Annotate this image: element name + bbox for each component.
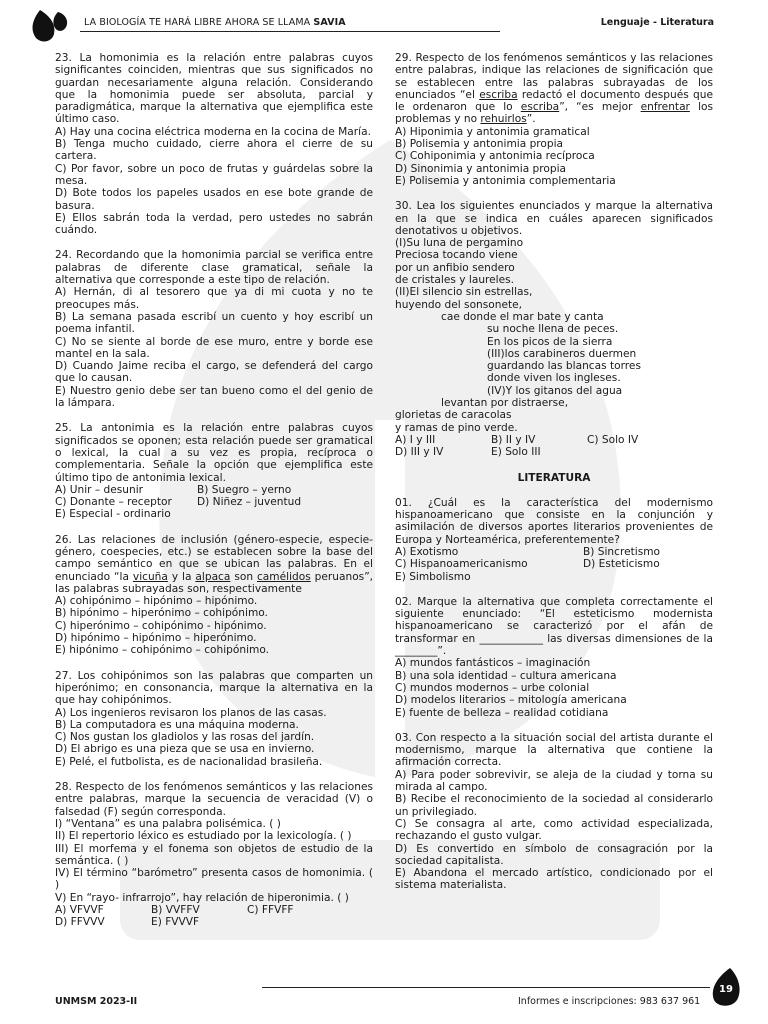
question-text: 30. Lea los siguientes enunciados y marque la alternativa en la que se indica en cuáles aparecen significados denotativos u objetivos. — [395, 200, 713, 237]
poem-line: (I)Su luna de pergamino — [395, 237, 524, 250]
poem-line: (III)los carabineros duermen — [487, 347, 637, 360]
text-part: ”. — [526, 113, 536, 126]
footer-divider — [262, 987, 710, 988]
option-d: D) Cuando Jaime reciba el cargo, se defenderá del cargo que lo causan. — [55, 360, 373, 385]
option-b: B) Recibe el reconocimiento de la sociedad al considerarlo un privilegiado. — [395, 793, 713, 818]
poem-line: Preciosa tocando viene — [395, 249, 518, 262]
statement-v: V) En “rayo- infrarrojo”, hay relación de hiperonimia. ( ) — [55, 891, 349, 904]
option-b: B) La semana pasada escribí un cuento y hoy escribí un poema infantil. — [55, 310, 373, 336]
option-c: C) Donante – receptor — [55, 496, 172, 509]
poem-line: levantan por distraerse, — [441, 397, 569, 410]
page-number: 19 — [719, 984, 733, 995]
option-d: D) El abrigo es una pieza que se usa en invierno. — [55, 743, 315, 756]
poem-line: su noche llena de peces. — [487, 323, 619, 336]
option-d: D) Es convertido en símbolo de consagración por la sociedad capitalista. — [395, 842, 713, 867]
poem-line: En los picos de la sierra — [487, 335, 613, 348]
question-30 — [395, 200, 713, 458]
option-b: B) Tenga mucho cuidado, cierre ahora el cierre de su cartera. — [55, 138, 373, 163]
brand-name: SAVIA — [313, 17, 346, 28]
question-27 — [55, 670, 373, 768]
text-part: peruanos”, las palabras subrayadas son, respectivamente — [55, 570, 374, 595]
poem-line: de cristales y laureles. — [395, 274, 515, 287]
option-e: E) fuente de belleza – realidad cotidiana — [395, 706, 609, 719]
option-b: B) II y IV — [491, 433, 536, 446]
option-a: A) Exotismo — [395, 545, 459, 558]
question-29 — [395, 52, 713, 187]
right-column — [395, 52, 713, 905]
underlined-word: rehuirlos — [480, 113, 527, 126]
footer-exam-label: UNMSM 2023-II — [55, 996, 138, 1007]
option-b: B) Polisemia y antonimia propia — [395, 138, 564, 151]
literatura-question-02 — [395, 596, 713, 719]
poem-line: (IV)Y los gitanos del agua — [487, 384, 623, 397]
literatura-question-03 — [395, 732, 713, 892]
question-24 — [55, 249, 373, 409]
header-divider — [80, 31, 500, 32]
option-d: D) Bote todos los papeles usados en ese bote grande de basura. — [55, 187, 373, 212]
question-text — [395, 52, 713, 126]
option-b: B) Suegro – yerno — [197, 483, 292, 496]
option-e: E) Ellos sabrán toda la verdad, pero ustedes no sabrán cuándo. — [55, 211, 373, 237]
text-part: ”, “es mejor — [559, 101, 633, 114]
question-text: 02. Marque la alternativa que completa correctamente el siguiente enunciado: “El esteticismo modernista hispanoamericano se caracterizó por el afán de transformar en ____________ las diversas dimensiones de la ________”. — [395, 595, 713, 658]
poem-line: donde viven los ingleses. — [487, 372, 621, 385]
poem-line: (II)El silencio sin estrellas, — [395, 286, 533, 299]
option-e: E) Nuestro genio debe ser tan bueno como el del genio de la lámpara. — [55, 384, 373, 410]
poem-line: guardando las blancas torres — [487, 360, 641, 373]
option-b: B) una sola identidad – cultura americana — [395, 669, 617, 682]
option-b: B) hipónimo – hiperónimo – cohipónimo. — [55, 607, 268, 620]
underlined-word: escriba — [520, 101, 560, 114]
option-a: A) VFVVF — [55, 904, 104, 916]
option-d: D) Sinonimia y antonimia propia — [395, 162, 567, 175]
question-text: 25. La antonimia es la relación entre palabras cuyos significados se oponen; esta relación puede ser gramatical o lexical, la cual a su vez es propia, recíproca o complementaria. Señale la opción que ejemplifica este último tipo de antonimia lexical. — [55, 422, 373, 484]
option-d: D) modelos literarios – mitología americana — [395, 694, 627, 707]
question-text: 28. Respecto de los fenómenos semánticos y las relaciones entre palabras, marque la secuencia de veracidad (V) o falsedad (F) según corresponda. — [55, 781, 373, 818]
option-a: A) I y III — [395, 433, 436, 446]
option-d: D) hipónimo – hipónimo – hiperónimo. — [55, 632, 257, 645]
option-e: E) Polisemia y antonimia complementaria — [395, 174, 616, 187]
option-a: A) Hay una cocina eléctrica moderna en la cocina de María. — [55, 125, 371, 138]
question-text: 27. Los cohipónimos son las palabras que comparten un hiperónimo; en consonancia, marque la alternativa en la que hay cohipónimos. — [55, 669, 373, 707]
option-d: D) FFVVV — [55, 916, 105, 929]
option-d: D) Niñez – juventud — [197, 496, 302, 509]
poem-line: por un anfibio sendero — [395, 261, 515, 274]
question-26 — [55, 534, 373, 657]
option-e: E) FVVVF — [151, 916, 200, 929]
underlined-word: vicuña — [132, 570, 168, 583]
option-e: E) Solo III — [491, 446, 541, 459]
option-c: C) No se siente al borde de ese muro, entre y borde ese mantel en la sala. — [55, 335, 373, 360]
option-c: C) Hispanoamericanismo — [395, 558, 528, 571]
savia-leaf-logo-icon — [30, 8, 72, 44]
question-text: 23. La homonimia es la relación entre palabras cuyos significantes coinciden, mientras que sus significados no guardan necesariamente alguna relación. Considerando que la homonimia puede ser absoluta, parcial y paradigmática, marque la alternativa que ejemplifica este último caso. — [55, 52, 373, 126]
poem — [395, 237, 713, 434]
text-part: 26. Las relaciones de inclusión (género-especie, especie-género, coespecies, etc.) se establecen sobre la base del campo semántico en que se ubican las palabras. En el enunciado “la — [55, 533, 373, 583]
options-grid — [395, 434, 713, 459]
options-grid — [55, 484, 373, 521]
question-text: 01. ¿Cuál es la característica del modernismo hispanoamericano que consiste en la conjunción y asimilación de diversos aportes literarios provenientes de Europa y Norteamérica, preferentemente? — [395, 496, 713, 546]
slogan-text: LA BIOLOGÍA TE HARÁ LIBRE AHORA SE LLAMA — [84, 17, 311, 28]
text-part: son — [234, 570, 254, 583]
option-b: B) La computadora es una máquina moderna. — [55, 718, 299, 731]
option-e: E) Simbolismo — [395, 570, 471, 583]
text-part: los problemas y no — [395, 101, 714, 126]
option-a: A) Los ingenieros revisaron los planos de las casas. — [55, 706, 327, 719]
option-c: C) Por favor, sobre un poco de frutas y guárdelas sobre la mesa. — [55, 162, 373, 187]
statement-iv: IV) El término “barómetro” presenta casos de homonimia. ( ) — [55, 867, 373, 892]
statement-ii: II) El repertorio léxico es estudiado por la lexicología. ( ) — [55, 830, 352, 843]
question-text: 24. Recordando que la homonimia parcial se verifica entre palabras de diferente clase gramatical, señale la alternativa que corresponde a este tipo de relación. — [55, 249, 373, 287]
option-a: A) Hernán, di al tesorero que ya di mi cuota y no te preocupes más. — [55, 286, 373, 311]
poem-line: huyendo del sonsonete, — [395, 298, 523, 311]
literatura-question-01 — [395, 497, 713, 583]
text-part: redactó el documento después que le ordenaron que lo — [395, 88, 714, 114]
options-grid — [395, 546, 713, 583]
options-grid — [55, 904, 373, 929]
page-header — [0, 0, 768, 48]
option-d: D) III y IV — [395, 446, 444, 459]
option-e: E) Especial - ordinario — [55, 508, 171, 521]
option-a: A) Para poder sobrevivir, se aleja de la ciudad y torna su mirada al campo. — [395, 768, 713, 794]
option-c: C) Nos gustan los gladiolos y las rosas del jardín. — [55, 731, 315, 744]
question-text — [55, 534, 373, 595]
option-a: A) mundos fantásticos – imaginación — [395, 657, 591, 670]
underlined-word: camélidos — [256, 570, 311, 583]
question-text: 03. Con respecto a la situación social del artista durante el modernismo, marque la alternativa que contiene la afirmación correcta. — [395, 731, 713, 769]
underlined-word: alpaca — [195, 570, 231, 583]
course-title: Lenguaje - Literatura — [600, 17, 714, 28]
option-d: D) Esteticismo — [583, 558, 660, 571]
poem-line: cae donde el mar bate y canta — [441, 310, 604, 323]
option-c: C) Solo IV — [587, 433, 639, 446]
statement-iii: III) El morfema y el fonema son objetos de estudio de la semántica. ( ) — [55, 842, 373, 867]
question-28 — [55, 781, 373, 929]
option-b: B) VVFFV — [151, 904, 200, 916]
question-25 — [55, 422, 373, 520]
option-e: E) hipónimo – cohipónimo – cohipónimo. — [55, 644, 270, 657]
underlined-word: escriba — [479, 88, 518, 101]
option-e: E) Pelé, el futbolista, es de nacionalidad brasileña. — [55, 755, 323, 768]
section-title-literatura: LITERATURA — [517, 471, 591, 484]
text-part: y la — [171, 570, 192, 583]
option-c: C) FFVFF — [247, 904, 294, 916]
text-part: 29. Respecto de los fenómenos semánticos y las relaciones entre palabras, indique las relaciones de significación que se establecen entre las palabras subrayadas de los enunciados “el — [395, 52, 713, 101]
option-a: A) Unir – desunir — [55, 483, 144, 496]
option-c: C) Se consagra al arte, como actividad especializada, rechazando el gusto vulgar. — [395, 817, 713, 843]
option-a: A) cohipónimo – hipónimo – hipónimo. — [55, 595, 258, 608]
poem-line: y ramas de pino verde. — [395, 421, 518, 434]
question-23 — [55, 52, 373, 236]
option-b: B) Sincretismo — [583, 545, 661, 558]
option-e: E) Abandona el mercado artístico, condicionado por el sistema materialista. — [395, 867, 713, 892]
option-a: A) Hiponimia y antonimia gramatical — [395, 125, 590, 138]
footer-contact: Informes e inscripciones: 983 637 961 — [518, 996, 701, 1007]
underlined-word: enfrentar — [640, 101, 690, 114]
option-c: C) hiperónimo – cohipónimo - hipónimo. — [55, 619, 267, 632]
option-c: C) mundos modernos – urbe colonial — [395, 681, 590, 694]
header-slogan — [84, 17, 346, 28]
poem-line: glorietas de caracolas — [395, 409, 512, 422]
statement-i: I) “Ventana” es una palabra polisémica. ( ) — [55, 817, 281, 830]
option-c: C) Cohiponimia y antonimia recíproca — [395, 150, 595, 163]
left-column — [55, 52, 373, 942]
